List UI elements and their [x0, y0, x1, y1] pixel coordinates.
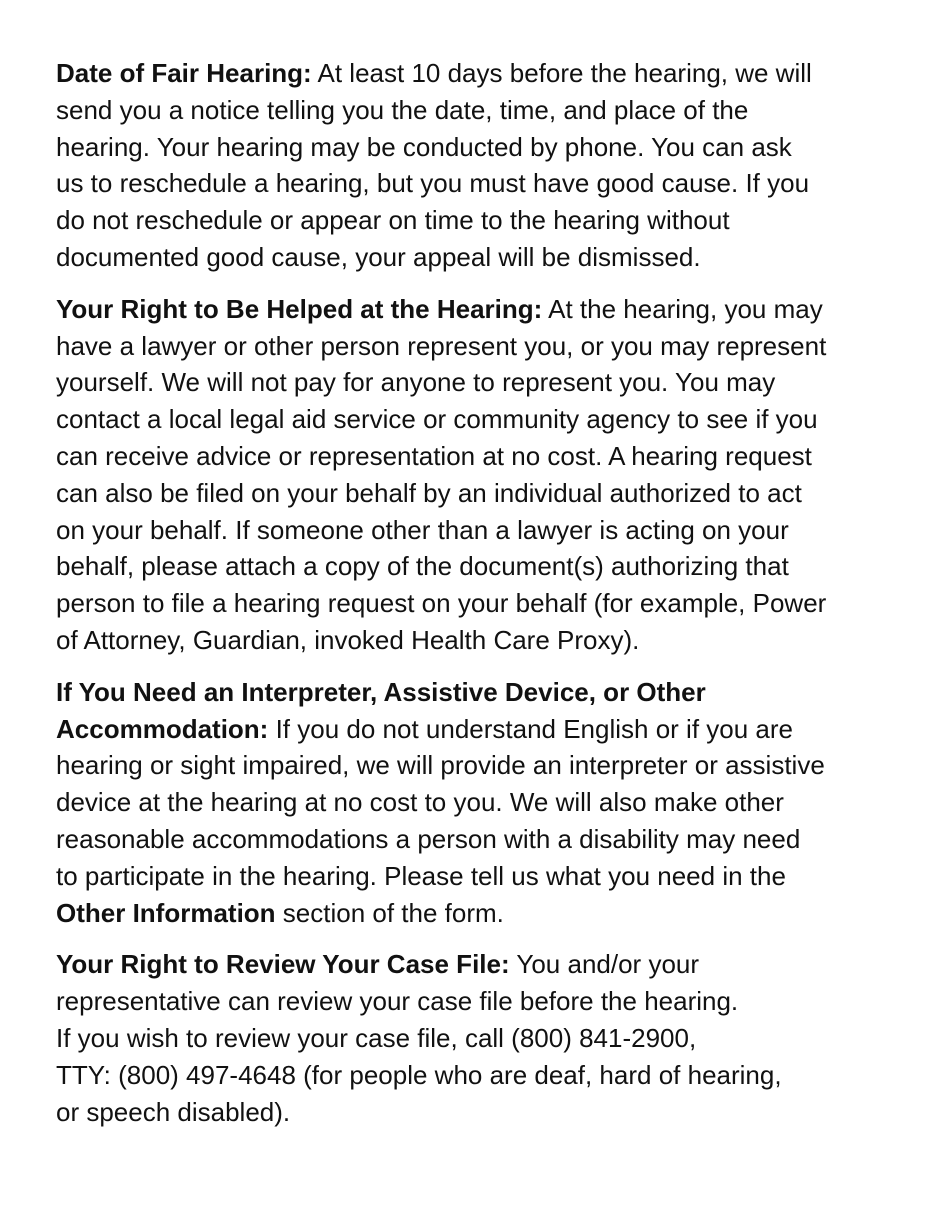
body-line: person to file a hearing request on your behalf (for example, Power	[56, 588, 827, 619]
body-line: or speech disabled).	[56, 1096, 291, 1127]
section-heading: Your Right to Be Helped at the Hearing:	[56, 293, 543, 324]
section-heading-continued: Accommodation:	[56, 713, 269, 744]
other-information-emphasis: Other Information	[56, 897, 276, 928]
body-line: hearing or sight impaired, we will provide an interpreter or assistive	[56, 750, 825, 781]
body-line: documented good cause, your appeal will be dismissed.	[56, 241, 701, 272]
body-text: At least 10 days before the hearing, we will	[311, 58, 812, 88]
document-page	[56, 55, 896, 1145]
section-review-case-file	[56, 946, 896, 1130]
body-line: contact a local legal aid service or community agency to see if you	[56, 404, 818, 435]
body-line: us to reschedule a hearing, but you must have good cause. If you	[56, 168, 810, 199]
section-right-to-be-helped	[56, 291, 896, 659]
body-line: yourself. We will not pay for anyone to represent you. You may	[56, 367, 776, 398]
body-line: can also be filed on your behalf by an individual authorized to act	[56, 477, 802, 508]
body-line: reasonable accommodations a person with a disability may need	[56, 823, 801, 854]
body-text: At the hearing, you may	[542, 293, 823, 324]
body-line: hearing. Your hearing may be conducted by phone. You can ask	[56, 131, 792, 162]
body-text: If you do not understand English or if you are	[268, 713, 794, 744]
body-line: representative can review your case file before the hearing.	[56, 986, 739, 1017]
body-line: of Attorney, Guardian, invoked Health Care Proxy).	[56, 624, 640, 655]
body-line: to participate in the hearing. Please tell us what you need in the	[56, 860, 786, 891]
section-heading: If You Need an Interpreter, Assistive Device, or Other	[56, 676, 706, 707]
body-line: do not reschedule or appear on time to the hearing without	[56, 205, 730, 236]
body-line: device at the hearing at no cost to you. We will also make other	[56, 787, 784, 818]
body-text: section of the form.	[275, 897, 504, 928]
body-line: send you a notice telling you the date, time, and place of the	[56, 94, 749, 125]
phone-line: If you wish to review your case file, call (800) 841-2900,	[56, 1022, 697, 1053]
body-text: You and/or your	[509, 949, 700, 980]
body-line: can receive advice or representation at no cost. A hearing request	[56, 440, 812, 471]
body-line: have a lawyer or other person represent you, or you may represent	[56, 330, 827, 361]
section-heading: Your Right to Review Your Case File:	[56, 949, 510, 980]
body-line: on your behalf. If someone other than a lawyer is acting on your	[56, 514, 789, 545]
section-date-of-fair-hearing	[56, 55, 896, 276]
section-interpreter-accommodation	[56, 674, 896, 932]
tty-line: TTY: (800) 497-4648 (for people who are deaf, hard of hearing,	[56, 1059, 782, 1090]
section-heading: Date of Fair Hearing:	[56, 58, 312, 88]
body-line: behalf, please attach a copy of the document(s) authorizing that	[56, 551, 789, 582]
